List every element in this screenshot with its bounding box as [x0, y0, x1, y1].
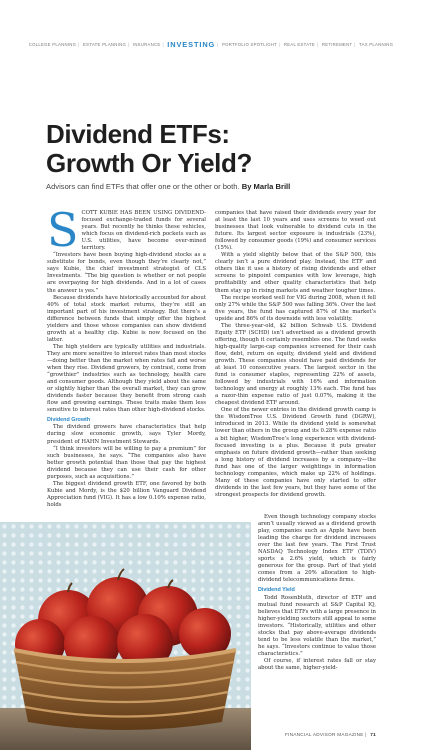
subhead-dividend-yield: Dividend Yield — [258, 587, 295, 594]
nav-item-investing[interactable]: INVESTING — [167, 40, 216, 49]
nav-item-estate-planning[interactable]: ESTATE PLANNING — [83, 42, 127, 47]
nav-item-tax-planning[interactable]: TAX PLANNING — [359, 42, 394, 47]
paragraph: The dividend growers have characteristics that help during slow economic growth, says Tyler Mordy, president of HAHN Investment Stewards. — [47, 424, 206, 445]
paragraph: The three-year-old, $2 billion Schwab U.S. Dividend Equity ETF (SCHD) isn’t advertised as a dividend growth offering, though it certainly resembles one. The fund seeks high-quality large-cap companies screened for their cash flow, debt, return on equity, dividend yield and dividend growth. These companies should have paid dividends for at least 10 consecutive years. The largest sector in the fund is consumer staples, representing 22% of assets, followed by industrials with 16% and information technology and energy at roughly 13% each. The fund has a razor-thin expense ratio of just 0.07%, making it the cheapest dividend ETF around. — [215, 322, 376, 407]
paragraph: The biggest dividend growth ETF, one favored by both Kubie and Mordy, is the $20 billion Vanguard Dividend Appreciation fund (VIG). It has a low 0.10% expense ratio, holds — [47, 480, 206, 508]
nav-item-portfolio-spotlight[interactable]: PORTFOLIO SPOTLIGHT — [222, 42, 278, 47]
title-line-2: Growth Or Yield? — [46, 148, 252, 178]
paragraph: Even though technology company stocks aren’t usually viewed as a dividend growth play, companies such as Apple have been leading the charge for dividend increases over the last few years. The First Trust NASDAQ Technology Index ETF (TDIV) sports a 2.6% yield, which is fairly generous for the group. Part of that yield comes from a 20% allocation to high-dividend telecommunications firms. — [258, 514, 376, 584]
body-column-3 — [258, 514, 376, 672]
byline: By Marla Brill — [241, 182, 291, 191]
body-column-1 — [47, 203, 206, 509]
body-column-2 — [215, 210, 376, 499]
nav-item-real-estate[interactable]: REAL ESTATE — [283, 42, 316, 47]
drop-cap: S — [47, 203, 79, 257]
paragraph: companies that have raised their dividends every year for at least the last 10 years and uses screens to weed out businesses that look vulnerable to dividend cuts in the future. Its largest sector exposure is industrials (23%), followed by consumer goods (19%) and consumer services (15%). — [215, 210, 376, 252]
paragraph: “I think investors will be willing to pay a premium” for such businesses, he says. “The companies also have better growth potential than those that pay the highest dividend because they can use their cash for other purposes, such as acquisitions.” — [47, 445, 206, 480]
title-line-1: Dividend ETFs: — [46, 119, 230, 149]
apple-basket-illustration — [0, 522, 251, 750]
apple-basket-photo — [0, 522, 251, 750]
paragraph: With a yield slightly below that of the S&P 500, this clearly isn’t a pure dividend play. Instead, the ETF and others like it use a history of rising dividends and other screens to pinpoint companies with low leverage, high profitability and other quality characteristics that help them stay up in rising markets and weather tougher times. — [215, 252, 376, 294]
section-nav: COLLEGE PLANNING | ESTATE PLANNING | INSURANCE | INVESTING | PORTFOLIO SPOTLIGHT | REAL ESTATE | RETIREMENT | TAX PLANNING — [28, 40, 394, 49]
nav-item-college-planning[interactable]: COLLEGE PLANNING — [28, 42, 77, 47]
paragraph: “Investors have been buying high-dividend stocks as a substitute for bonds, even though they’re clearly not,” says Kubie, the chief investment strategist of CLS Investments. “The big question is whether or not people are overpaying for high dividends. And in a lot of cases the answer is yes.” — [47, 252, 206, 294]
paragraph: Of course, if interest rates fall or stay about the same, higher-yield- — [258, 657, 376, 671]
subhead-dividend-growth: Dividend Growth — [47, 417, 91, 424]
article-deck — [46, 182, 396, 191]
paragraph: Todd Rosenbluth, director of ETF and mutual fund research at S&P Capital IQ, believes that ETFs with a large presence in higher-yielding sectors still appeal to some investors. “Historically, utilities and other stocks that pay above-average dividends tend to be less volatile than the market,” he says. “Investors continue to value those characteristics.” — [258, 594, 376, 657]
paragraph: The high yielders are typically utilities and industrials. They are more sensitive to interest rates than most stocks—doing better than the market when rates fall and worse when they rise. Dividend growers, by contrast, come from “growthier” industries such as technology, health care and consumer goods. Although they yield about the same or slightly higher than the overall market, they can grow dividends faster because they benefit from strong cash flow and growing earnings. These traits make them less sensitive to interest rates than other high-dividend stocks. — [47, 343, 206, 414]
paragraph: The recipe worked well for VIG during 2008, when it fell only 27% while the S&P 500 was falling 36%. Over the last five years, the fund has captured 87% of the market’s upside and 86% of its downside with less volatility. — [215, 294, 376, 322]
footer-separator: | — [365, 732, 367, 737]
deck-text: Advisors can find ETFs that offer one or the other or both. — [46, 182, 240, 191]
article-title — [46, 120, 386, 178]
page-footer — [285, 732, 376, 737]
magazine-name: FINANCIAL ADVISOR MAGAZINE — [285, 732, 364, 737]
nav-item-insurance[interactable]: INSURANCE — [132, 42, 161, 47]
paragraph: Because dividends have historically accounted for about 40% of total stock market returns, they’re still an important part of his investment strategy. But there’s a difference between funds that simply offer the highest yielders and those whose companies can show dividend growth at a healthy clip. Kubie is now focused on the latter. — [47, 294, 206, 343]
nav-item-retirement[interactable]: RETIREMENT — [321, 42, 353, 47]
paragraph: COTT KUBIE HAS BEEN USING DIVIDEND-focused exchange-traded funds for several years. But recently he thinks these vehicles, which focus on dividend-rich pockets such as U.S. utilities, have become over-mined territory. — [81, 210, 206, 252]
page-number: 71 — [370, 732, 376, 737]
paragraph: One of the newer entries in the dividend growth camp is the WisdomTree U.S. Dividend Growth fund (DGRW), introduced in 2013. While its dividend yield is somewhat lower than others in the group and its 0.28% expense ratio a bit higher, WisdomTree’s long experience with dividend-focused investing is a plus. Because it puts greater emphasis on future dividend growth—rather than seeking a long history of dividend increases by a company—the fund has one of the larger weightings in information technology companies, which make up 22% of holdings. Many of these companies have only started to offer dividends in the last few years, but they have some of the strongest prospects for dividend growth. — [215, 407, 376, 498]
